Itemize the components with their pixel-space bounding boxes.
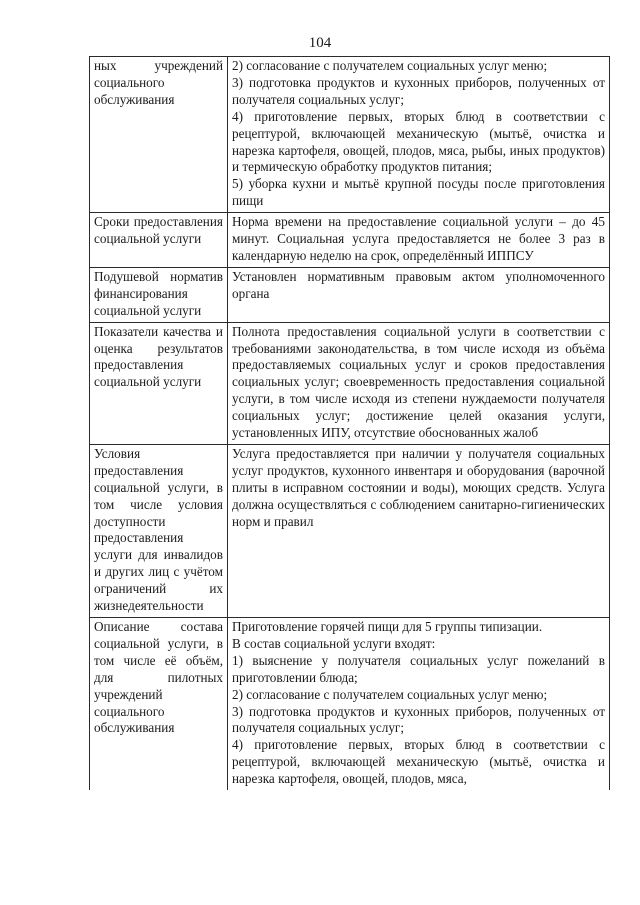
row-content xyxy=(228,267,610,322)
row-content xyxy=(228,322,610,444)
content-line: 4) приготовление первых, вторых блюд в соответствии с рецептурой, включающей механическую (мытьё, очистка и нарезка картофеля, овощей, плодов, мяса, рыбы, иных продуктов) и термическую обработку продуктов питания; xyxy=(232,108,605,175)
row-label: ных учреждений социального обслуживания xyxy=(90,57,228,213)
table-row xyxy=(90,267,610,322)
content-line: 2) согласование с получателем социальных услуг меню; xyxy=(232,686,548,702)
content-line: 3) подготовка продуктов и кухонных приборов, полученных от получателя социальных услуг; xyxy=(232,74,605,107)
row-content xyxy=(228,618,610,791)
content-line: 5) уборка кухни и мытьё крупной посуды после приготовления пищи xyxy=(232,176,605,209)
table-row xyxy=(90,444,610,617)
table-row xyxy=(90,57,610,213)
content-line: Услуга предоставляется при наличии у получателя социальных услуг продуктов, кухонного инвентаря и оборудования (варочной плиты в исправном состоянии и воды), моющих средств. Услуга должна осуществляться с соблюдением санитарно-гигиенических норм и правил xyxy=(232,445,605,529)
row-label: Описание состава социальной услуги, в том числе её объём, для пилотных учреждений социального обслуживания xyxy=(90,618,228,791)
row-label: Подушевой норматив финансирования социальной услуги xyxy=(90,267,228,322)
content-line: 4) приготовление первых, вторых блюд в соответствии с рецептурой, включающей механическую (мытьё, очистка и нарезка картофеля, овощей, плодов, мяса, xyxy=(232,737,605,787)
content-line: В состав социальной услуги входят: xyxy=(232,635,436,651)
table-row xyxy=(90,322,610,444)
content-line: Норма времени на предоставление социальной услуги – до 45 минут. Социальная услуга предоставляется не более 3 раз в календарную неделю на срок, определённый ИППСУ xyxy=(232,214,605,263)
row-content xyxy=(228,444,610,617)
table-row xyxy=(90,618,610,791)
row-content xyxy=(228,213,610,268)
page-number: 104 xyxy=(308,35,332,51)
content-line: 2) согласование с получателем социальных услуг меню; xyxy=(232,58,548,73)
row-label: Показатели качества и оценка результатов предоставления социальной услуги xyxy=(90,322,228,444)
row-label: Сроки предоставления социальной услуги xyxy=(90,213,228,268)
content-line: Полнота предоставления социальной услуги в соответствии с требованиями законодательства, в том числе исходя из объёма предоставляемых социальных услуг и сроков предоставления социальных услуг; своевременность предоставления социальной услуги, в том числе исходя из степени нуждаемости получателя социальных услуг; достижение целей оказания услуги, установленных ИПУ, отсутствие обоснованных жалоб xyxy=(232,323,605,441)
row-content xyxy=(228,57,610,213)
content-line: 1) выяснение у получателя социальных услуг пожеланий в приготовлении блюда; xyxy=(232,652,605,685)
service-table xyxy=(89,56,610,790)
row-label: Условия предоставления социальной услуги, в том числе условия доступности предоставления услуги для инвалидов и других лиц с учётом ограничений их жизнедеятельности xyxy=(90,444,228,617)
table-row xyxy=(90,213,610,268)
content-line: 3) подготовка продуктов и кухонных приборов, полученных от получателя социальных услуг; xyxy=(232,703,605,736)
content-line: Установлен нормативным правовым актом уполномоченного органа xyxy=(232,268,605,301)
content-line: Приготовление горячей пищи для 5 группы типизации. xyxy=(232,619,543,634)
